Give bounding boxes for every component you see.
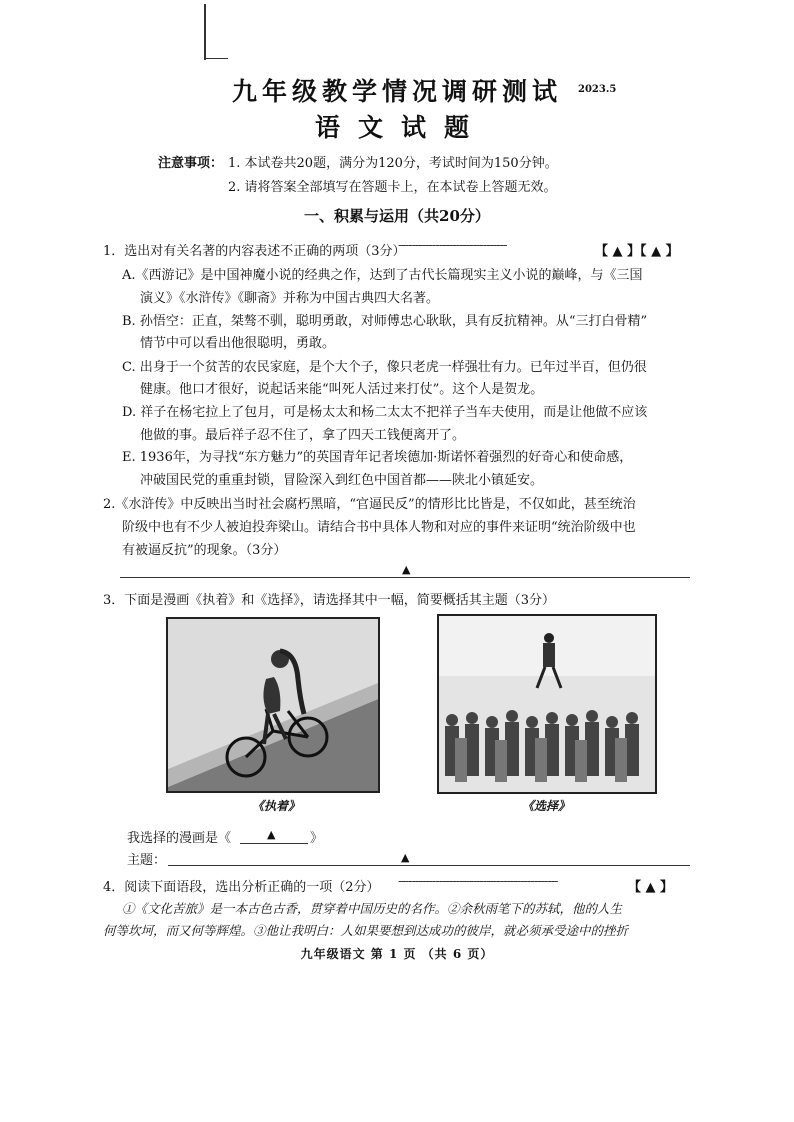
q3-theme-mark: ▲ [401, 851, 410, 864]
scan-corner-mark [204, 4, 206, 60]
notice-label: 注意事项： [158, 156, 224, 171]
q1-option-a-line2: 演义》《水浒传》《聊斋》并称为中国古典四大名著。 [140, 291, 440, 306]
comic-caption-left: 《执着》 [252, 799, 301, 813]
comic-persistence-image [166, 617, 380, 793]
q1-option-c-line2: 健康。他口才很好，说起话来能“叫死人活过来打仗”。这个人是贺龙。 [140, 382, 544, 397]
q3-choose-line [240, 843, 308, 844]
q1-stem: 1．选出对有关名著的内容表述不正确的两项（3分） [103, 244, 406, 259]
q4-stem: 4．阅读下面语段，选出分析正确的一项（2分） [103, 880, 380, 895]
q4-answer-slot: 【 ▲ 】 [628, 880, 674, 895]
q1-option-e-line1: E. 1936年，为寻找“东方魅力”的英国青年记者埃德加·斯诺怀着强烈的好奇心和使命感， [122, 450, 633, 465]
notice-item-1: 1. 本试卷共20题，满分为120分，考试时间为150分钟。 [228, 156, 558, 171]
q2-line1: 2.《水浒传》中反映出当时社会腐朽黑暗，“官逼民反”的情形比比皆是，不仅如此，甚至统治 [103, 497, 636, 512]
comic-caption-right: 《选择》 [522, 799, 571, 813]
q1-option-b-line1: B. 孙悟空：正直，桀骜不驯，聪明勇敢，对师傅忠心耿耿，具有反抗精神。从“三打白骨精” [122, 314, 648, 329]
q4-passage-line1: ①《文化苦旅》是一本古色古香，贯穿着中国历史的名作。②余秋雨笔下的苏轼，他的人生 [122, 901, 623, 916]
q4-passage-line2: 何等坎坷，而又何等辉煌。③他让我明白：人如果要想到达成功的彼岸，就必须承受途中的挫折 [103, 923, 629, 938]
comic-choice-image [437, 614, 657, 794]
q3-stem: 3．下面是漫画《执着》和《选择》，请选择其中一幅，简要概括其主题（3分） [103, 593, 556, 608]
q3-theme-label: 主题： [127, 853, 167, 868]
exam-title: 九年级教学情况调研测试 [231, 77, 562, 106]
exam-date: 2023.5 [578, 84, 617, 95]
q1-option-d-line1: D. 祥子在杨宅拉上了包月，可是杨太太和杨二太太不把祥子当车夫使用，而是让他做不应该 [122, 405, 648, 420]
q3-choose-label: 我选择的漫画是《 [127, 831, 232, 846]
q1-option-d-line2: 他做的事。最后祥子忍不住了，拿了四天工钱便离开了。 [140, 428, 466, 443]
q4-leader-dashes: ----------------------------------------------- [398, 874, 558, 889]
q1-option-a-line1: A.《西游记》是中国神魔小说的经典之作，达到了古代长篇现实主义小说的巅峰，与《三国 [122, 268, 643, 283]
scan-corner-mark-foot [204, 58, 228, 59]
comic-persistence-drawing [168, 619, 378, 791]
exam-subtitle: 语文试题 [314, 113, 487, 142]
q2-line2: 阶级中也有不少人被迫投奔梁山。请结合书中具体人物和对应的事件来证明“统治阶级中也 [122, 520, 636, 535]
comic-choice-drawing [439, 616, 655, 792]
q2-answer-line [120, 577, 690, 578]
q1-leader-dashes: -------------------------------- [398, 238, 507, 253]
q1-answer-slot: 【 ▲ 】【 ▲ 】 [595, 244, 679, 259]
q1-option-b-line2: 情节中可以看出他很聪明，勇敢。 [140, 336, 336, 351]
q2-line3: 有被逼反抗”的现象。（3分） [122, 543, 287, 558]
notice-item-2: 2. 请将答案全部填写在答题卡上，在本试卷上答题无效。 [228, 180, 557, 195]
q3-choose-end: 》 [310, 831, 324, 846]
page-footer: 九年级语文 第 1 页 （共 6 页） [300, 947, 494, 961]
q3-theme-line [168, 865, 690, 866]
q1-option-c-line1: C. 出身于一个贫苦的农民家庭，是个大个子，像只老虎一样强壮有力。已年过半百，但仍很 [122, 360, 647, 375]
q1-option-e-line2: 冲破国民党的重重封锁，冒险深入到红色中国首都——陕北小镇延安。 [140, 473, 544, 488]
q2-answer-mark: ▲ [402, 563, 411, 576]
section-heading-1: 一、积累与运用（共20分） [304, 207, 490, 225]
q3-choose-mark: ▲ [267, 828, 276, 841]
